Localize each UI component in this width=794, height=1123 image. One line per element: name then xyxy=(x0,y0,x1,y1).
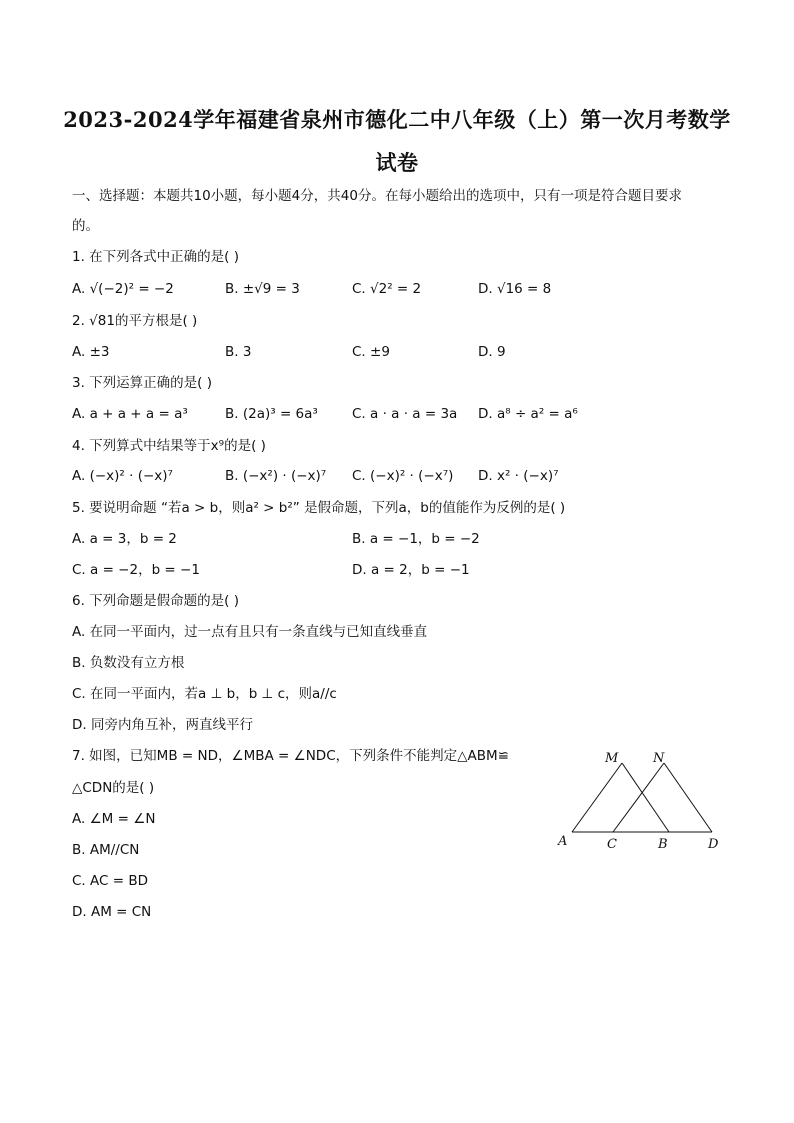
label-d: D xyxy=(708,837,719,852)
question-7-stem: 7. 如图，已知MB = ND，∠MBA = ∠NDC，下列条件不能判定△ABM≌ xyxy=(72,748,509,764)
question-3-option-c: C. a · a · a = 3a xyxy=(352,406,458,422)
question-3-option-b: B. (2a)³ = 6a³ xyxy=(225,406,318,422)
section-instructions-line-1: 一、选择题：本题共10小题，每小题4分，共40分。在每小题给出的选项中，只有一项是符合题目要求 xyxy=(72,188,682,204)
question-6-option-c: C. 在同一平面内，若a ⊥ b，b ⊥ c，则a//c xyxy=(72,686,337,702)
question-7-option-a: A. ∠M = ∠N xyxy=(72,811,156,827)
question-1-option-b: B. ±√9 = 3 xyxy=(225,281,300,297)
question-6-option-d: D. 同旁内角互补，两直线平行 xyxy=(72,717,253,733)
question-6-stem: 6. 下列命题是假命题的是( ) xyxy=(72,593,239,609)
question-5-stem: 5. 要说明命题 “若a > b，则a² > b²” 是假命题，下列a，b的值能作为反例的是( ) xyxy=(72,500,566,516)
question-4-option-a: A. (−x)² · (−x)⁷ xyxy=(72,468,173,484)
segment-cn xyxy=(613,763,664,832)
segment-am xyxy=(572,763,622,832)
label-a: A xyxy=(558,834,568,849)
question-4-option-b: B. (−x²) · (−x)⁷ xyxy=(225,468,327,484)
question-6-option-a: A. 在同一平面内，过一点有且只有一条直线与已知直线垂直 xyxy=(72,624,428,640)
question-7-figure xyxy=(550,745,730,860)
question-3-option-a: A. a + a + a = a³ xyxy=(72,406,188,422)
page-title-line-1: 2023-2024学年福建省泉州市德化二中八年级（上）第一次月考数学 xyxy=(63,107,731,132)
question-4-stem: 4. 下列算式中结果等于x⁹的是( ) xyxy=(72,438,266,454)
question-4-option-c: C. (−x)² · (−x⁷) xyxy=(352,468,454,484)
question-1-option-d: D. √16 = 8 xyxy=(478,281,552,297)
question-2-option-c: C. ±9 xyxy=(352,344,390,360)
question-3-stem: 3. 下列运算正确的是( ) xyxy=(72,375,212,391)
label-b: B xyxy=(658,837,668,852)
page-title-line-2: 试卷 xyxy=(375,150,419,175)
question-1-option-a: A. √(−2)² = −2 xyxy=(72,281,174,297)
question-1-option-c: C. √2² = 2 xyxy=(352,281,422,297)
label-m: M xyxy=(605,751,619,766)
question-2-option-a: A. ±3 xyxy=(72,344,110,360)
label-n: N xyxy=(653,751,665,766)
question-4-option-d: D. x² · (−x)⁷ xyxy=(478,468,559,484)
question-5-option-b: B. a = −1，b = −2 xyxy=(352,531,480,547)
question-7-option-d: D. AM = CN xyxy=(72,904,152,920)
question-5-option-a: A. a = 3，b = 2 xyxy=(72,531,177,547)
question-6-option-b: B. 负数没有立方根 xyxy=(72,655,185,671)
question-5-option-c: C. a = −2，b = −1 xyxy=(72,562,200,578)
question-2-option-b: B. 3 xyxy=(225,344,252,360)
segment-nd xyxy=(664,763,712,832)
question-2-option-d: D. 9 xyxy=(478,344,506,360)
segment-mb xyxy=(622,763,669,832)
label-c: C xyxy=(607,837,617,852)
section-instructions-line-2: 的。 xyxy=(72,218,99,234)
question-1-stem: 1. 在下列各式中正确的是( ) xyxy=(72,249,239,265)
question-7-option-b: B. AM//CN xyxy=(72,842,140,858)
question-7-stem-continued: △CDN的是( ) xyxy=(72,780,155,796)
question-7-option-c: C. AC = BD xyxy=(72,873,148,889)
question-3-option-d: D. a⁸ ÷ a² = a⁶ xyxy=(478,406,578,422)
question-5-option-d: D. a = 2，b = −1 xyxy=(352,562,470,578)
question-2-stem: 2. √81的平方根是( ) xyxy=(72,313,198,329)
